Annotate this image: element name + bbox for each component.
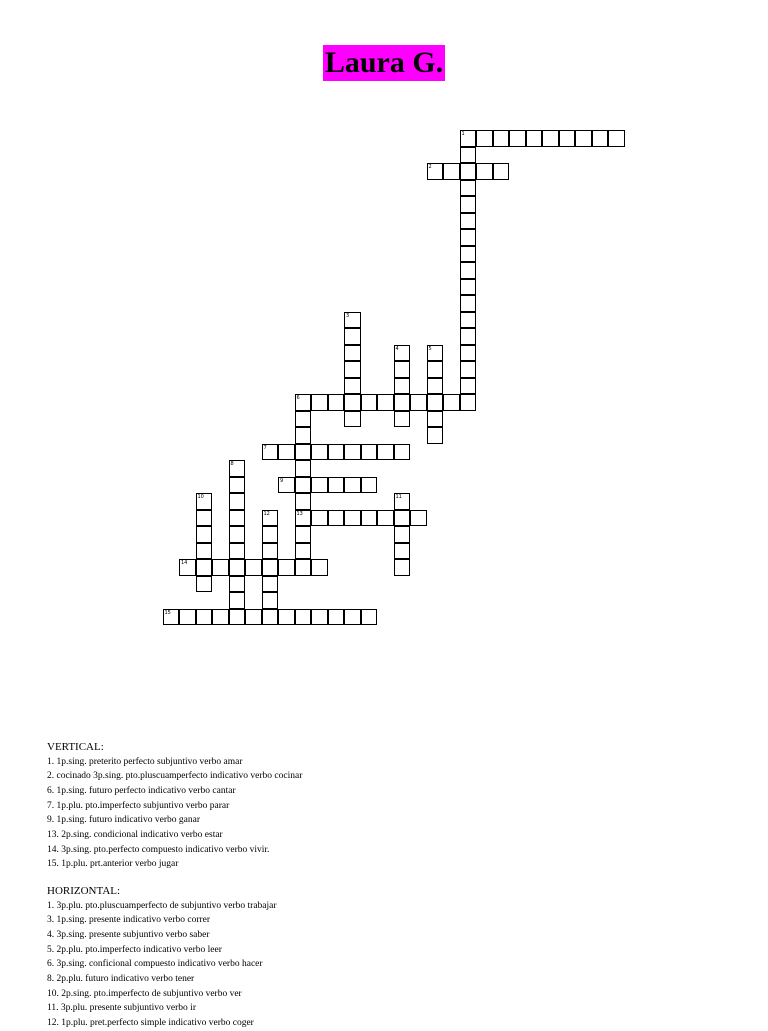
clue-item: 15. 1p.plu. prt.anterior verbo jugar xyxy=(47,859,179,870)
clue-item: 11. 3p.plu. presente subjuntivo verbo ir xyxy=(47,1003,196,1014)
crossword-cell[interactable] xyxy=(410,510,427,527)
crossword-cell[interactable] xyxy=(295,411,312,428)
clue-item: 1. 3p.plu. pto.pluscuamperfecto de subjuntivo verbo trabajar xyxy=(47,900,277,911)
crossword-cell[interactable] xyxy=(328,510,345,527)
crossword-cell[interactable] xyxy=(328,477,345,494)
crossword-cell[interactable] xyxy=(460,345,477,362)
crossword-cell[interactable] xyxy=(295,427,312,444)
crossword-cell[interactable] xyxy=(394,394,411,411)
crossword-cell[interactable] xyxy=(361,510,378,527)
crossword-cell[interactable] xyxy=(460,361,477,378)
crossword-cell[interactable] xyxy=(295,477,312,494)
crossword-cell[interactable] xyxy=(278,609,295,626)
crossword-cell[interactable] xyxy=(427,361,444,378)
crossword-cell[interactable] xyxy=(344,378,361,395)
clue-number: 1 xyxy=(461,131,465,137)
crossword-cell[interactable] xyxy=(559,130,576,147)
clue-number: 13 xyxy=(296,510,303,517)
clue-number: 12 xyxy=(263,510,270,517)
crossword-cell[interactable] xyxy=(229,559,246,576)
crossword-cell[interactable] xyxy=(460,163,477,180)
vertical-clues xyxy=(47,740,747,872)
crossword-cell[interactable] xyxy=(460,328,477,345)
crossword-cell[interactable] xyxy=(526,130,543,147)
crossword-cell[interactable] xyxy=(328,609,345,626)
crossword-cell[interactable] xyxy=(443,163,460,180)
crossword-cell[interactable] xyxy=(262,609,279,626)
clue-number: 9 xyxy=(280,477,284,484)
clue-number: 4 xyxy=(395,345,399,352)
crossword-cell[interactable] xyxy=(493,130,510,147)
clue-number: 8 xyxy=(230,461,234,467)
clue-number: 10 xyxy=(197,494,204,500)
crossword-cell[interactable] xyxy=(328,444,345,461)
crossword-cell[interactable] xyxy=(427,163,444,180)
crossword-cell[interactable] xyxy=(427,345,444,362)
crossword-cell[interactable] xyxy=(344,609,361,626)
crossword-cell[interactable] xyxy=(460,312,477,329)
crossword-cell[interactable] xyxy=(262,444,279,461)
clue-item: 1. 1p.sing. preterito perfecto subjuntivo verbo amar xyxy=(47,756,243,767)
crossword-cell[interactable] xyxy=(394,493,411,510)
crossword-cell[interactable] xyxy=(410,394,427,411)
clue-item: 7. 1p.plu. pto.imperfecto subjuntivo verbo parar xyxy=(47,800,230,811)
crossword-cell[interactable] xyxy=(394,411,411,428)
crossword-cell[interactable] xyxy=(245,559,262,576)
crossword-cell[interactable] xyxy=(311,609,328,626)
crossword-cell[interactable] xyxy=(311,477,328,494)
crossword-cell[interactable] xyxy=(394,345,411,362)
crossword-cell[interactable] xyxy=(212,559,229,576)
page-title: Laura G. xyxy=(324,46,444,79)
crossword-cell[interactable] xyxy=(262,559,279,576)
crossword-cell[interactable] xyxy=(460,262,477,279)
crossword-cell[interactable] xyxy=(344,510,361,527)
crossword-cell[interactable] xyxy=(394,361,411,378)
clue-item: 8. 2p.plu. futuro indicativo verbo tener xyxy=(47,974,195,985)
crossword-cell[interactable] xyxy=(278,444,295,461)
crossword-cell[interactable] xyxy=(344,361,361,378)
crossword-cell[interactable] xyxy=(377,444,394,461)
clue-item: 5. 2p.plu. pto.imperfecto indicativo verbo leer xyxy=(47,944,222,955)
crossword-cell[interactable] xyxy=(460,279,477,296)
crossword-cell[interactable] xyxy=(196,609,213,626)
crossword-cell[interactable] xyxy=(295,444,312,461)
crossword-cell[interactable] xyxy=(427,427,444,444)
crossword-cell[interactable] xyxy=(196,493,213,510)
crossword-cell[interactable] xyxy=(608,130,625,147)
crossword-cell[interactable] xyxy=(361,444,378,461)
crossword-cell[interactable] xyxy=(295,526,312,543)
crossword-cell[interactable] xyxy=(394,559,411,576)
crossword-cell[interactable] xyxy=(460,180,477,197)
clue-item: 6. 1p.sing. futuro perfecto indicativo verbo cantar xyxy=(47,785,236,796)
crossword-cell[interactable] xyxy=(394,526,411,543)
crossword-cell[interactable] xyxy=(262,592,279,609)
crossword-cell[interactable] xyxy=(262,526,279,543)
crossword-cell[interactable] xyxy=(361,609,378,626)
crossword-cell[interactable] xyxy=(295,510,312,527)
crossword-cell[interactable] xyxy=(196,576,213,593)
crossword-cell[interactable] xyxy=(196,526,213,543)
crossword-cell[interactable] xyxy=(311,394,328,411)
crossword-cell[interactable] xyxy=(344,312,361,329)
crossword-cell[interactable] xyxy=(262,510,279,527)
crossword-cell[interactable] xyxy=(476,130,493,147)
crossword-cell[interactable] xyxy=(311,510,328,527)
crossword-cell[interactable] xyxy=(295,460,312,477)
crossword-cell[interactable] xyxy=(262,576,279,593)
crossword-cell[interactable] xyxy=(460,295,477,312)
crossword-cell[interactable] xyxy=(394,543,411,560)
clue-item: 2. cocinado 3p.sing. pto.pluscuamperfecto indicativo verbo cocinar xyxy=(47,771,303,782)
crossword-cell[interactable] xyxy=(460,378,477,395)
crossword-cell[interactable] xyxy=(245,609,262,626)
crossword-cell[interactable] xyxy=(476,163,493,180)
crossword-cell[interactable] xyxy=(460,147,477,164)
clue-item: 12. 1p.plu. pret.perfecto simple indicativo verbo coger xyxy=(47,1018,254,1029)
crossword-cell[interactable] xyxy=(460,229,477,246)
clue-item: 10. 2p.sing. pto.imperfecto de subjuntivo verbo ver xyxy=(47,988,242,999)
crossword-cell[interactable] xyxy=(542,130,559,147)
crossword-cell[interactable] xyxy=(212,609,229,626)
crossword-cell[interactable] xyxy=(295,559,312,576)
crossword-cell[interactable] xyxy=(311,444,328,461)
clue-item: 13. 2p.sing. condicional indicativo verbo estar xyxy=(47,830,223,841)
crossword-cell[interactable] xyxy=(344,477,361,494)
crossword-cell[interactable] xyxy=(295,493,312,510)
crossword-cell[interactable] xyxy=(229,526,246,543)
crossword-cell[interactable] xyxy=(460,196,477,213)
crossword-cell[interactable] xyxy=(460,213,477,230)
crossword-cell[interactable] xyxy=(344,394,361,411)
clue-number: 6 xyxy=(296,395,300,401)
clue-item: 14. 3p.sing. pto.perfecto compuesto indicativo verbo vivir. xyxy=(47,844,270,855)
crossword-cell[interactable] xyxy=(509,130,526,147)
crossword-cell[interactable] xyxy=(394,444,411,461)
crossword-cell[interactable] xyxy=(229,477,246,494)
crossword-cell[interactable] xyxy=(443,394,460,411)
crossword-cell[interactable] xyxy=(229,543,246,560)
clue-item: 4. 3p.sing. presente subjuntivo verbo saber xyxy=(47,929,210,940)
crossword-cell[interactable] xyxy=(295,543,312,560)
clue-item: 9. 1p.sing. futuro indicativo verbo ganar xyxy=(47,815,201,826)
crossword-cell[interactable] xyxy=(179,609,196,626)
crossword-cell[interactable] xyxy=(361,394,378,411)
crossword-cell[interactable] xyxy=(394,510,411,527)
crossword-cell[interactable] xyxy=(344,328,361,345)
crossword-cell[interactable] xyxy=(344,345,361,362)
crossword-cell[interactable] xyxy=(295,394,312,411)
crossword-cell[interactable] xyxy=(427,394,444,411)
clue-number: 14 xyxy=(181,560,188,566)
crossword-cell[interactable] xyxy=(460,130,477,147)
crossword-cell[interactable] xyxy=(179,559,196,576)
crossword-cell[interactable] xyxy=(229,510,246,527)
clue-number: 7 xyxy=(263,444,267,451)
clue-number: 5 xyxy=(428,345,432,352)
crossword-cell[interactable] xyxy=(377,394,394,411)
crossword-cell[interactable] xyxy=(295,609,312,626)
crossword-cell[interactable] xyxy=(361,477,378,494)
crossword-cell[interactable] xyxy=(328,394,345,411)
crossword-cell[interactable] xyxy=(262,543,279,560)
crossword-cell[interactable] xyxy=(229,592,246,609)
horizontal-clues xyxy=(47,884,747,1031)
crossword-cell[interactable] xyxy=(229,460,246,477)
crossword-cell[interactable] xyxy=(163,609,180,626)
crossword-cell[interactable] xyxy=(377,510,394,527)
clue-item: 6. 3p.sing. conficional compuesto indicativo verbo hacer xyxy=(47,959,263,970)
clue-item: 3. 1p.sing. presente indicativo verbo correr xyxy=(47,915,211,926)
crossword-cell[interactable] xyxy=(592,130,609,147)
crossword-cell[interactable] xyxy=(278,477,295,494)
crossword-cell[interactable] xyxy=(344,444,361,461)
crossword-cell[interactable] xyxy=(196,543,213,560)
crossword-cell[interactable] xyxy=(229,576,246,593)
crossword-cell[interactable] xyxy=(575,130,592,147)
horizontal-heading: HORIZONTAL: xyxy=(47,885,121,897)
crossword-cell[interactable] xyxy=(344,411,361,428)
vertical-heading: VERTICAL: xyxy=(47,741,104,753)
crossword-cell[interactable] xyxy=(427,378,444,395)
crossword-cell[interactable] xyxy=(493,163,510,180)
crossword-cell[interactable] xyxy=(229,609,246,626)
crossword-cell[interactable] xyxy=(311,559,328,576)
crossword-cell[interactable] xyxy=(229,493,246,510)
crossword-cell[interactable] xyxy=(394,378,411,395)
crossword-cell[interactable] xyxy=(460,394,477,411)
crossword-cell[interactable] xyxy=(427,411,444,428)
crossword-cell[interactable] xyxy=(196,559,213,576)
crossword-cell[interactable] xyxy=(196,510,213,527)
crossword-cell[interactable] xyxy=(460,246,477,263)
clue-number: 3 xyxy=(346,312,350,319)
clue-number: 2 xyxy=(428,164,432,170)
clue-number: 11 xyxy=(395,494,402,500)
crossword-cell[interactable] xyxy=(278,559,295,576)
clue-number: 15 xyxy=(164,609,171,616)
